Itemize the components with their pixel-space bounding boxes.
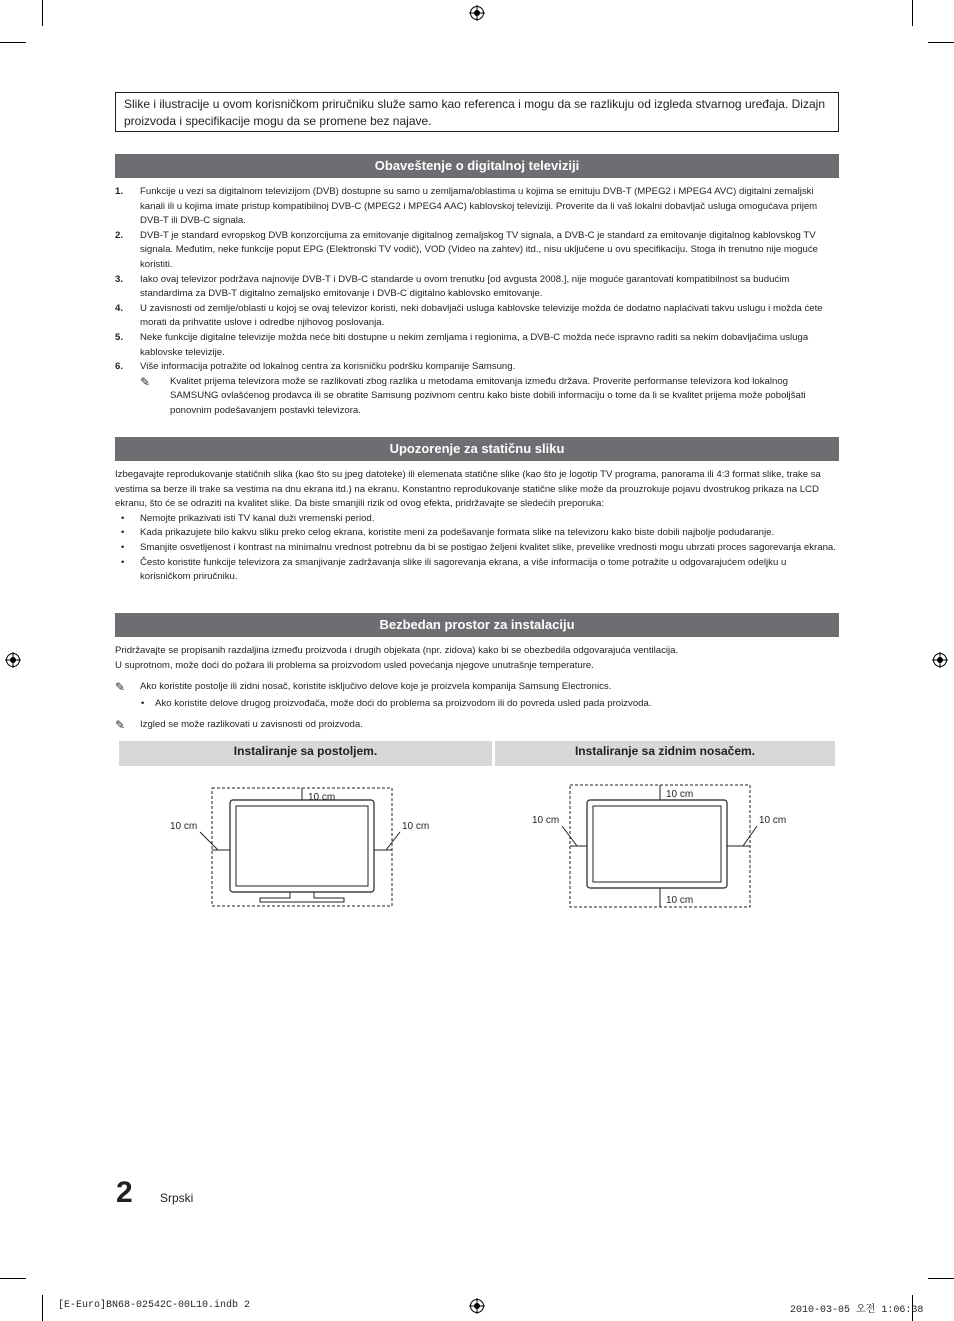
bullet-item — [115, 512, 839, 527]
section-header-installation: Bezbedan prostor za instalaciju — [115, 613, 839, 637]
dimension-label-right: 10 cm — [402, 821, 430, 832]
pencil-note-icon: ✎ — [140, 374, 151, 389]
page-number: 2 — [116, 1176, 133, 1209]
dimension-label-right: 10 cm — [759, 815, 787, 826]
note-text: Kvalitet prijema televizora može se razlikovati zbog razlika u metodama emitovanja između država. Proverite performanse televizora kod lokalnog SAMSUNG ovlašćenog prodavca ili se obratite Samsung pozivnom centru kako biste dobili informaciju o tome da li se kvalitet prijema može poboljšati ponovnim podešavanjem postavki televizora. — [170, 375, 806, 416]
bullet-item — [115, 541, 839, 556]
item-number: 5. — [115, 331, 124, 343]
item-number: 1. — [115, 186, 124, 197]
column-header-stand: Instaliranje sa postoljem. — [119, 741, 492, 766]
bullet-text: Nemojte prikazivati isti TV kanal duži vremenski period. — [140, 512, 375, 524]
bullet-icon: • — [121, 512, 125, 524]
item-number: 4. — [115, 302, 124, 314]
section-header-digital-tv: Obaveštenje o digitalnoj televiziji — [115, 154, 839, 178]
note-text: Ako koristite postolje ili zidni nosač, koristite isključivo delove koje je proizvela kompanija Samsung Electronics. — [140, 681, 612, 693]
item-text: Iako ovaj televizor podržava najnovije DVB-T i DVB-C standarde u ovom trenutku [od avgusta 2008.], nije moguće garantovati kompatibilnost sa budućim standardima za DVB-T digitalno zemaljsko emitovanje i DVB-C digitalno kablovsko emitovanje. — [140, 273, 790, 300]
list-item — [115, 360, 839, 375]
item-text: Neke funkcije digitalne televizije možda neće biti dostupne u nekim zemljama i regionima, a DVB-C možda neće ispravno raditi sa nekim dobavljačima usluga kablovske televizije. — [140, 331, 809, 358]
item-text: Više informacija potražite od lokalnog centra za korisničku podršku kompanije Samsung. — [140, 361, 516, 373]
installation-section — [115, 644, 839, 733]
digital-tv-list — [115, 185, 839, 419]
pencil-note-icon: ✎ — [115, 718, 126, 733]
pencil-note-icon: ✎ — [115, 680, 126, 695]
note-text: Izgled se može razlikovati u zavisnosti od proizvoda. — [140, 719, 363, 731]
footer-timestamp: 2010-03-05 오전 1:06:38 — [790, 1305, 924, 1316]
tv-frame — [230, 800, 374, 892]
paragraph: Izbegavajte reprodukovanje statičnih slika (kao što su jpeg datoteke) ili elemenata statične slike (kao što je logotip TV programa, panorama ili 4:3 format slike, trake sa vestima sa berze ili trake sa vestima na dnu ekrana itd.) na ekranu. Konstantno reprodukovanje statične slike može da prouzrokuje pojavu dvostrukog prikaza na LCD ekranu, što će se odraziti na kvalitet slike. Da biste smanjili rizik od ovog efekta, pridržavajte se sledećih preporuka: — [115, 469, 821, 510]
footer-file: [E-Euro]BN68-02542C-00L10.indb 2 — [58, 1300, 251, 1311]
tv-stand — [260, 892, 344, 902]
bullet-text: Često koristite funkcije televizora za smanjivanje zadržavanja slike ili sagorevanja ekrana, a više informacija o tome potražite u odgovarajućem odeljku u korisničkom priručniku. — [140, 556, 787, 583]
page-language: Srpski — [160, 1191, 194, 1205]
crop-mark — [42, 1295, 43, 1321]
paragraph: Pridržavajte se propisanih razdaljina između proizvoda i drugih objekata (npr. zidova) kako bi se obezbedila odgovarajuća ventilacija. — [115, 645, 679, 656]
item-text: Funkcije u vezi sa digitalnom televizijom (DVB) dostupne su samo u zemljama/oblastima u kojima se emituju DVB-T (MPEG2 i MPEG4 AVC) digitalni zemaljski kanali ili u kojima imate pristup kompatibilnoj DVB-C (MPEG2 i MPEG4 AAC) kablovskoj televiziji. Proverite da li vaš lokalni dobavljač usluga omogućava prijem DVB-T ili DVB-C signala. — [140, 186, 818, 227]
bullet-icon: • — [121, 527, 125, 539]
item-number: 6. — [115, 361, 124, 373]
bullet-text: Smanjite osvetljenost i kontrast na minimalnu vrednost potrebnu da bi se postigao željeni kvalitet slike, prevelike vrednosti mogu ubrzati proces sagorevanja ekrana. — [140, 541, 836, 553]
registration-mark-icon — [932, 652, 948, 668]
leader-line — [200, 832, 218, 850]
registration-mark-icon — [469, 1298, 485, 1314]
tv-frame — [587, 800, 727, 888]
bullet-item — [115, 697, 839, 712]
stand-installation-diagram — [160, 780, 450, 910]
static-image-section — [115, 468, 839, 585]
bullet-icon: • — [121, 556, 125, 568]
crop-mark — [928, 1278, 954, 1279]
crop-mark — [42, 0, 43, 26]
dimension-label-top: 10 cm — [666, 789, 694, 800]
note — [115, 375, 839, 419]
bullet-text: Kada prikazujete bilo kakvu sliku preko celog ekrana, koristite meni za podešavanje formata slike na televizoru kako biste dobili najbolje podudaranje. — [140, 527, 775, 539]
list-item — [115, 273, 839, 302]
bullet-item — [115, 526, 839, 541]
crop-mark — [0, 42, 26, 43]
list-item — [115, 229, 839, 273]
note — [115, 680, 839, 695]
leader-line — [386, 832, 400, 850]
section-header-static-image: Upozorenje za statičnu sliku — [115, 437, 839, 461]
bullet-text: Ako koristite delove drugog proizvođača, može doći do problema sa proizvodom ili do povreda usled pada proizvoda. — [155, 697, 652, 709]
item-text: DVB-T je standard evropskog DVB konzorcijuma za emitovanje digitalnog zemaljskog TV signala, a DVB-C je standard za emitovanje digitalnog kablovskog TV signala. Međutim, neke funkcije poput EPG (Elektronski TV vodič), VOD (Video na zahtev) itd., nisu uključene u ovu specifikaciju. Stoga ih trenutno nije moguće koristiti. — [140, 229, 818, 270]
list-item — [115, 302, 839, 331]
crop-mark — [912, 0, 913, 26]
dimension-label-left: 10 cm — [532, 815, 560, 826]
crop-mark — [0, 1278, 26, 1279]
bullet-item — [115, 556, 839, 585]
bullet-icon: • — [121, 541, 125, 553]
dimension-label-left: 10 cm — [170, 821, 198, 832]
paragraph: U suprotnom, može doći do požara ili problema sa proizvodom usled povećanja njegove unutrašnje temperature. — [115, 659, 594, 671]
dimension-label-bottom: 10 cm — [666, 895, 694, 906]
wall-mount-installation-diagram — [525, 780, 795, 910]
item-number: 3. — [115, 273, 124, 285]
item-number: 2. — [115, 229, 124, 241]
bullet-icon: • — [141, 697, 145, 709]
list-item — [115, 185, 839, 229]
disclaimer-box: Slike i ilustracije u ovom korisničkom priručniku služe samo kao referenca i mogu da se razlikuju od izgleda stvarnog uređaja. Dizajn proizvoda i specifikacije mogu da se promene bez najave. — [115, 92, 839, 132]
item-text: U zavisnosti od zemlje/oblasti u kojoj se ovaj televizor koristi, neki dobavljači usluga kablovske televizije možda će dodatno naplaćivati takvu uslugu i možda ćete morati da prihvatite uslove i odredbe njihovog poslovanja. — [140, 302, 823, 329]
crop-mark — [928, 42, 954, 43]
column-header-wall-mount: Instaliranje sa zidnim nosačem. — [495, 741, 835, 766]
note — [115, 718, 839, 733]
list-item — [115, 331, 839, 360]
registration-mark-icon — [5, 652, 21, 668]
registration-mark-icon — [469, 5, 485, 21]
dimension-label-top: 10 cm — [308, 792, 336, 803]
